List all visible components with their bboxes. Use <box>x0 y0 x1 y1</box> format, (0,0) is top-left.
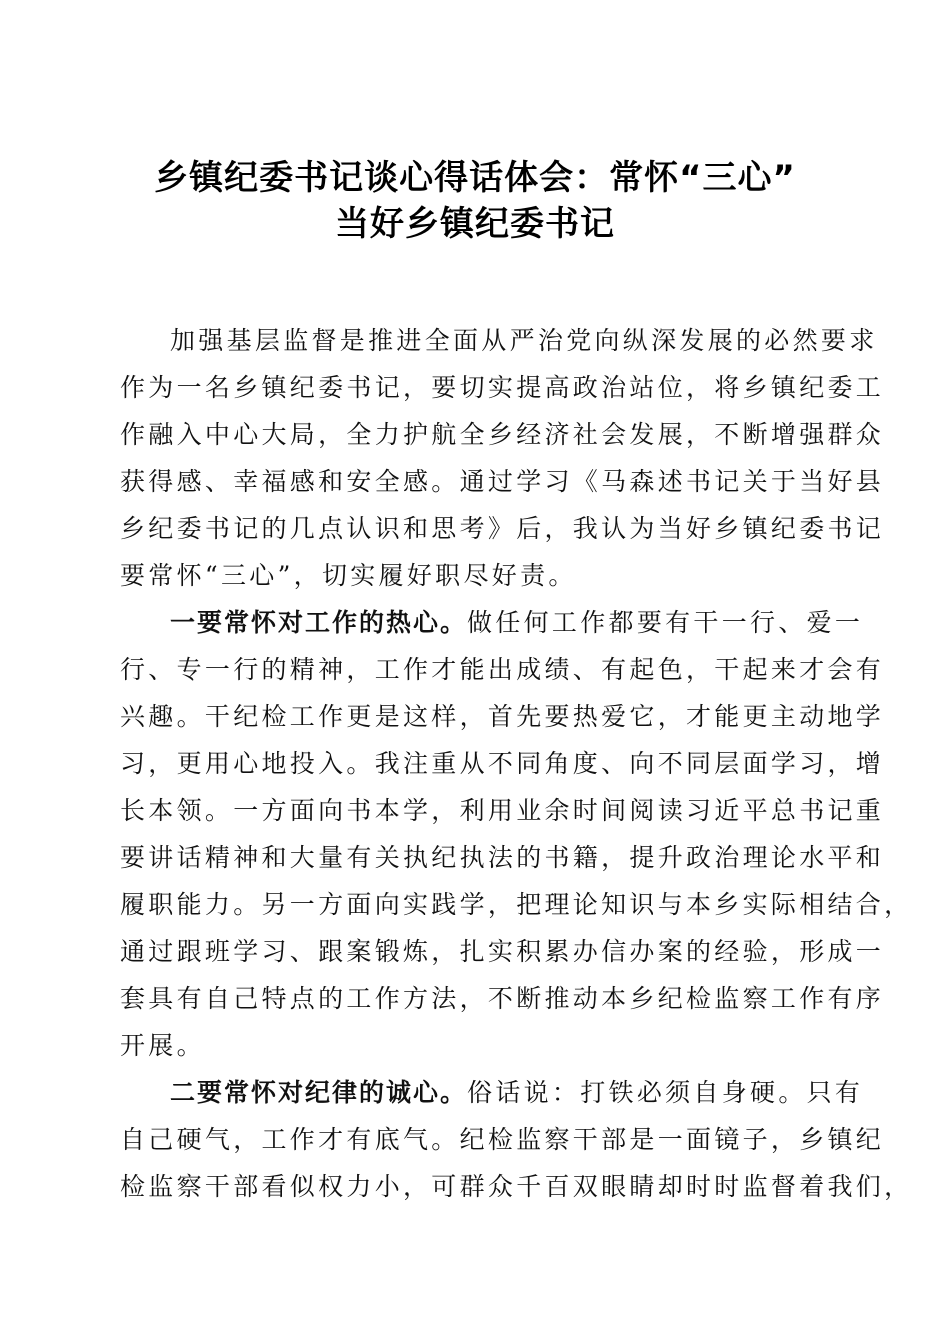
section1-line: 要讲话精神和大量有关执纪执法的书籍，提升政治理论水平和 <box>120 843 885 872</box>
document-title-line-2: 当好乡镇纪委书记 <box>335 204 615 244</box>
intro-line: 加强基层监督是推进全面从严治党向纵深发展的必然要求 <box>170 326 878 355</box>
section2-line: 自己硬气，工作才有底气。纪检监察干部是一面镜子，乡镇纪 <box>120 1125 885 1154</box>
document-title-line-1: 乡镇纪委书记谈心得话体会：常怀“三心” <box>154 158 796 198</box>
section2-heading: 二要常怀对纪律的诚心。 <box>170 1078 468 1107</box>
section2-first-line-text: 俗话说：打铁必须自身硬。只有 <box>467 1078 864 1107</box>
section1-line: 履职能力。另一方面向实践学，把理论知识与本乡实际相结合， <box>120 890 913 919</box>
section1-heading: 一要常怀对工作的热心。 <box>170 608 468 637</box>
section1-line: 长本领。一方面向书本学，利用业余时间阅读习近平总书记重 <box>120 796 885 825</box>
section1-line: 兴趣。干纪检工作更是这样，首先要热爱它，才能更主动地学 <box>120 702 885 731</box>
section1-first-line <box>170 603 864 643</box>
section1-line: 习，更用心地投入。我注重从不同角度、向不同层面学习，增 <box>120 749 885 778</box>
intro-line: 要常怀“三心”，切实履好职尽好责。 <box>120 561 577 590</box>
section1-first-line-text: 做任何工作都要有干一行、爱一 <box>467 608 864 637</box>
section2-first-line <box>170 1073 864 1113</box>
section2-line: 检监察干部看似权力小，可群众千百双眼睛却时时监督着我们， <box>120 1172 913 1201</box>
section1-line: 开展。 <box>120 1031 205 1060</box>
section1-line: 行、专一行的精神，工作才能出成绩、有起色，干起来才会有 <box>120 655 885 684</box>
intro-line: 作为一名乡镇纪委书记，要切实提高政治站位，将乡镇纪委工 <box>120 373 885 402</box>
section1-line: 套具有自己特点的工作方法，不断推动本乡纪检监察工作有序 <box>120 984 885 1013</box>
intro-line: 获得感、幸福感和安全感。通过学习《马森述书记关于当好县 <box>120 467 885 496</box>
intro-line: 乡纪委书记的几点认识和思考》后，我认为当好乡镇纪委书记 <box>120 514 885 543</box>
intro-line: 作融入中心大局，全力护航全乡经济社会发展，不断增强群众 <box>120 420 885 449</box>
section1-line: 通过跟班学习、跟案锻炼，扎实积累办信办案的经验，形成一 <box>120 937 885 966</box>
